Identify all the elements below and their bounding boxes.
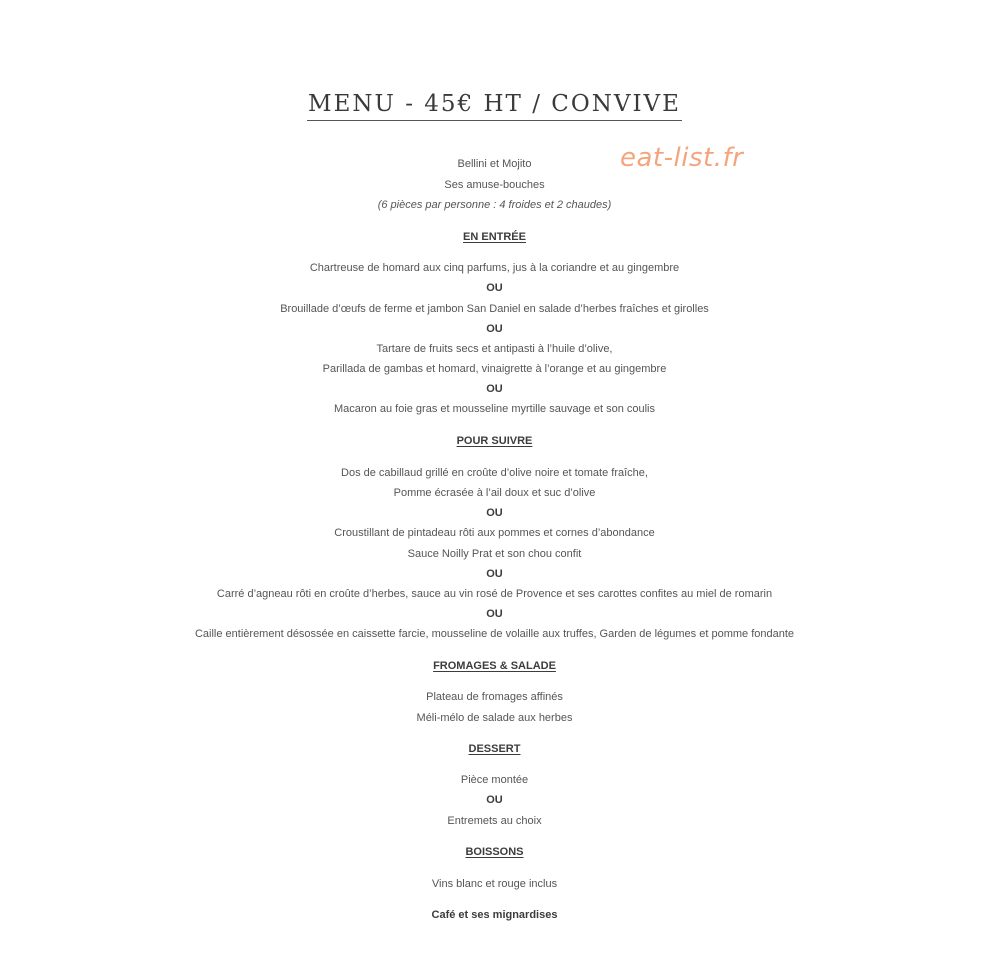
cafe-line: Café et ses mignardises (431, 909, 558, 921)
or-separator: OU (486, 794, 503, 806)
menu-item: Sauce Noilly Prat et son chou confit (407, 548, 582, 560)
or-separator: OU (486, 323, 503, 335)
menu-item: Dos de cabillaud grillé en croûte d’olive noire et tomate fraîche, (341, 467, 648, 479)
menu-item: Vins blanc et rouge inclus (431, 878, 558, 890)
menu-item: Brouillade d’œufs de ferme et jambon San Daniel en salade d’herbes fraîches et girolles (280, 303, 709, 315)
or-separator: OU (486, 608, 503, 620)
menu-item: Parillada de gambas et homard, vinaigrette à l’orange et au gingembre (322, 363, 667, 375)
menu-item: Chartreuse de homard aux cinq parfums, jus à la coriandre et au gingembre (309, 262, 680, 274)
menu-item: Plateau de fromages affinés (426, 691, 563, 703)
or-separator: OU (486, 568, 503, 580)
or-separator: OU (486, 282, 503, 294)
menu-item: Croustillant de pintadeau rôti aux pommes et cornes d’abondance (334, 527, 655, 539)
aperitif-note: (6 pièces par personne : 4 froides et 2 chaudes) (377, 199, 612, 211)
or-separator: OU (486, 507, 503, 519)
menu-item: Macaron au foie gras et mousseline myrtille sauvage et son coulis (334, 403, 655, 415)
watermark-logo: eat-list.fr (620, 143, 744, 173)
menu-item: Caille entièrement désossée en caissette farcie, mousseline de volaille aux truffes, Garden de légumes et pomme fondante (194, 628, 795, 640)
section-heading-dessert: DESSERT (468, 743, 521, 755)
aperitif-line: Bellini et Mojito (457, 158, 532, 170)
aperitif-line: Ses amuse-bouches (444, 179, 545, 191)
or-separator: OU (486, 383, 503, 395)
section-heading-entree: EN ENTRÉE (463, 231, 526, 243)
section-heading-suivre: POUR SUIVRE (456, 435, 533, 447)
menu-item: Carré d’agneau rôti en croûte d’herbes, sauce au vin rosé de Provence et ses carottes confites au miel de romarin (216, 588, 773, 600)
section-heading-fromages: FROMAGES & SALADE (433, 660, 556, 672)
menu-item: Pomme écrasée à l’ail doux et suc d’olive (393, 487, 596, 499)
menu-item: Entremets au choix (447, 815, 542, 827)
menu-title: MENU - 45€ HT / CONVIVE (0, 88, 989, 121)
section-heading-boissons: BOISSONS (465, 846, 524, 858)
menu-item: Pièce montée (460, 774, 529, 786)
menu-item: Tartare de fruits secs et antipasti à l’huile d’olive, (376, 343, 613, 355)
menu-item: Méli-mélo de salade aux herbes (416, 712, 573, 724)
